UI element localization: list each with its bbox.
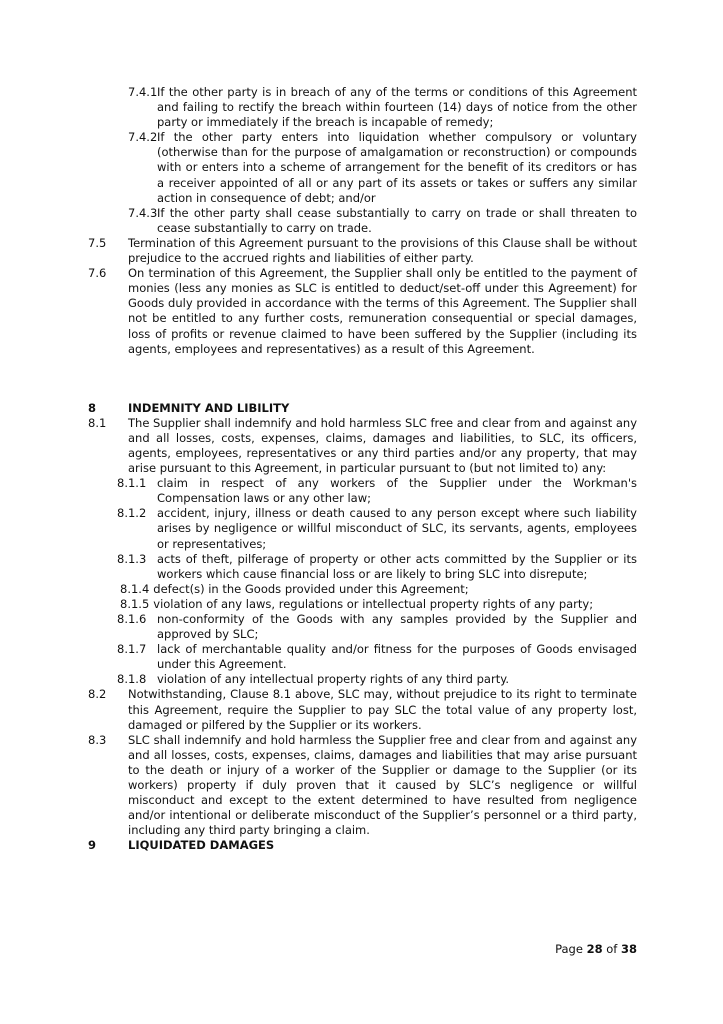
clause-item bbox=[88, 206, 637, 236]
clause-item bbox=[88, 687, 637, 732]
footer-page-total: 38 bbox=[620, 942, 637, 956]
clause-text: SLC shall indemnify and hold harmless the Supplier free and clear from and against any and all losses, costs, expenses, claims, damages and liabilities that may arise pursuant to the death or injury of a worker of the Supplier or damage to the Supplier (or its workers) property if duly proven that it caused by SLC’s negligence or willful misconduct and except to the extent determined to have resulted from negligence and/or intentional or deliberate misconduct of the Supplier’s personnel or a third party, including any third party bringing a claim. bbox=[128, 732, 637, 838]
clause-number: 7.4.3 bbox=[128, 205, 158, 220]
clause-item bbox=[88, 506, 637, 551]
clause-text: On termination of this Agreement, the Supplier shall only be entitled to the payment of monies (less any monies as SLC is entitled to deduct/set-off under this Agreement) for Goods duly provided in accordance with the terms of this Agreement. The Supplier shall not be entitled to any further costs, remuneration consequential or special damages, loss of profits or revenue claimed to have been suffered by the Supplier (including its agents, employees and representatives) as a result of this Agreement. bbox=[128, 266, 637, 356]
section-heading-text: LIQUIDATED DAMAGES bbox=[128, 838, 275, 853]
clause-number: 8.1 bbox=[88, 415, 107, 430]
contract-clause-list bbox=[88, 85, 637, 854]
clause-text: Notwithstanding, Clause 8.1 above, SLC may, without prejudice to its right to terminate this Agreement, require the Supplier to pay SLC the total value of any property lost, damaged or pilfered by the Supplier or its workers. bbox=[128, 687, 637, 732]
clause-item bbox=[88, 612, 637, 642]
clause-number: 8.3 bbox=[88, 732, 107, 747]
clause-text: lack of merchantable quality and/or fitness for the purposes of Goods envisaged under this Agreement. bbox=[157, 642, 637, 672]
clause-number: 7.6 bbox=[88, 266, 107, 281]
clause-item bbox=[88, 597, 637, 612]
clause-text: non-conformity of the Goods with any samples provided by the Supplier and approved by SLC; bbox=[157, 612, 637, 642]
clause-number: 8.1.3 bbox=[117, 551, 147, 566]
clause-number: 7.4.2 bbox=[128, 130, 158, 145]
clause-number: 8.2 bbox=[88, 687, 107, 702]
clause-text: violation of any intellectual property rights of any third party. bbox=[157, 672, 510, 687]
footer-page-label: Page bbox=[555, 942, 583, 956]
clause-text: defect(s) in the Goods provided under this Agreement; bbox=[153, 581, 469, 596]
clause-item bbox=[88, 582, 637, 597]
clause-text: violation of any laws, regulations or intellectual property rights of any party; bbox=[153, 596, 594, 611]
clause-text: If the other party shall cease substantially to carry on trade or shall threaten to cease substantially to carry on trade. bbox=[157, 205, 637, 235]
clause-item bbox=[88, 672, 637, 687]
clause-item bbox=[88, 85, 637, 130]
clause-number: 8.1.6 bbox=[117, 612, 147, 626]
clause-text: accident, injury, illness or death caused to any person except where such liability arises by negligence or willful misconduct of SLC, its servants, agents, employees or representatives; bbox=[157, 506, 637, 551]
clause-item bbox=[88, 416, 637, 476]
clause-number: 8.1.4 bbox=[120, 581, 150, 596]
clause-number: 8.1.5 bbox=[120, 596, 150, 611]
clause-item bbox=[88, 236, 637, 266]
clause-item bbox=[88, 266, 637, 357]
clause-text: acts of theft, pilferage of property or other acts committed by the Supplier or its workers which cause financial loss or are likely to bring SLC into disrepute; bbox=[157, 551, 637, 581]
clause-number: 7.4.1 bbox=[128, 85, 158, 99]
clause-item bbox=[88, 642, 637, 672]
clause-text: claim in respect of any workers of the Supplier under the Workman's Compensation laws or any other law; bbox=[157, 476, 637, 506]
section-heading bbox=[88, 838, 637, 853]
clause-text: If the other party enters into liquidation whether compulsory or voluntary (otherwise than for the purpose of amalgamation or reconstruction) or compounds with or enters into a scheme of arrangement for the benefit of its creditors or has a receiver appointed of all or any part of its assets or takes or suffers any similar action in consequence of debt; and/or bbox=[157, 130, 637, 205]
clause-item bbox=[88, 476, 637, 506]
page-footer bbox=[555, 942, 637, 957]
clause-text: The Supplier shall indemnify and hold harmless SLC free and clear from and against any and all losses, costs, expenses, claims, damages and liabilities, to SLC, its officers, agents, employees, representatives or any third parties and/or any property, that may arise pursuant to this Agreement, in particular pursuant to (but not limited to) any: bbox=[128, 415, 637, 476]
clause-item bbox=[88, 552, 637, 582]
clause-number: 9 bbox=[88, 838, 97, 853]
clause-number: 8.1.8 bbox=[117, 672, 147, 687]
clause-text: Termination of this Agreement pursuant to the provisions of this Clause shall be without prejudice to the accrued rights and liabilities of either party. bbox=[128, 235, 637, 266]
clause-number: 8.1.2 bbox=[117, 506, 147, 521]
section-heading-text: INDEMNITY AND LIBILITY bbox=[128, 400, 290, 415]
section-heading bbox=[88, 401, 637, 416]
clause-item bbox=[88, 733, 637, 839]
clause-number: 8 bbox=[88, 400, 97, 415]
clause-text: If the other party is in breach of any of the terms or conditions of this Agreement and failing to rectify the breach within fourteen (14) days of notice from the other party or immediately if the breach is incapable of remedy; bbox=[157, 85, 637, 130]
clause-item bbox=[88, 130, 637, 205]
footer-page-number: 28 bbox=[586, 942, 603, 956]
clause-number: 8.1.1 bbox=[117, 476, 147, 491]
footer-of-label: of bbox=[606, 942, 618, 956]
clause-number: 8.1.7 bbox=[117, 642, 147, 657]
clause-number: 7.5 bbox=[88, 235, 107, 250]
